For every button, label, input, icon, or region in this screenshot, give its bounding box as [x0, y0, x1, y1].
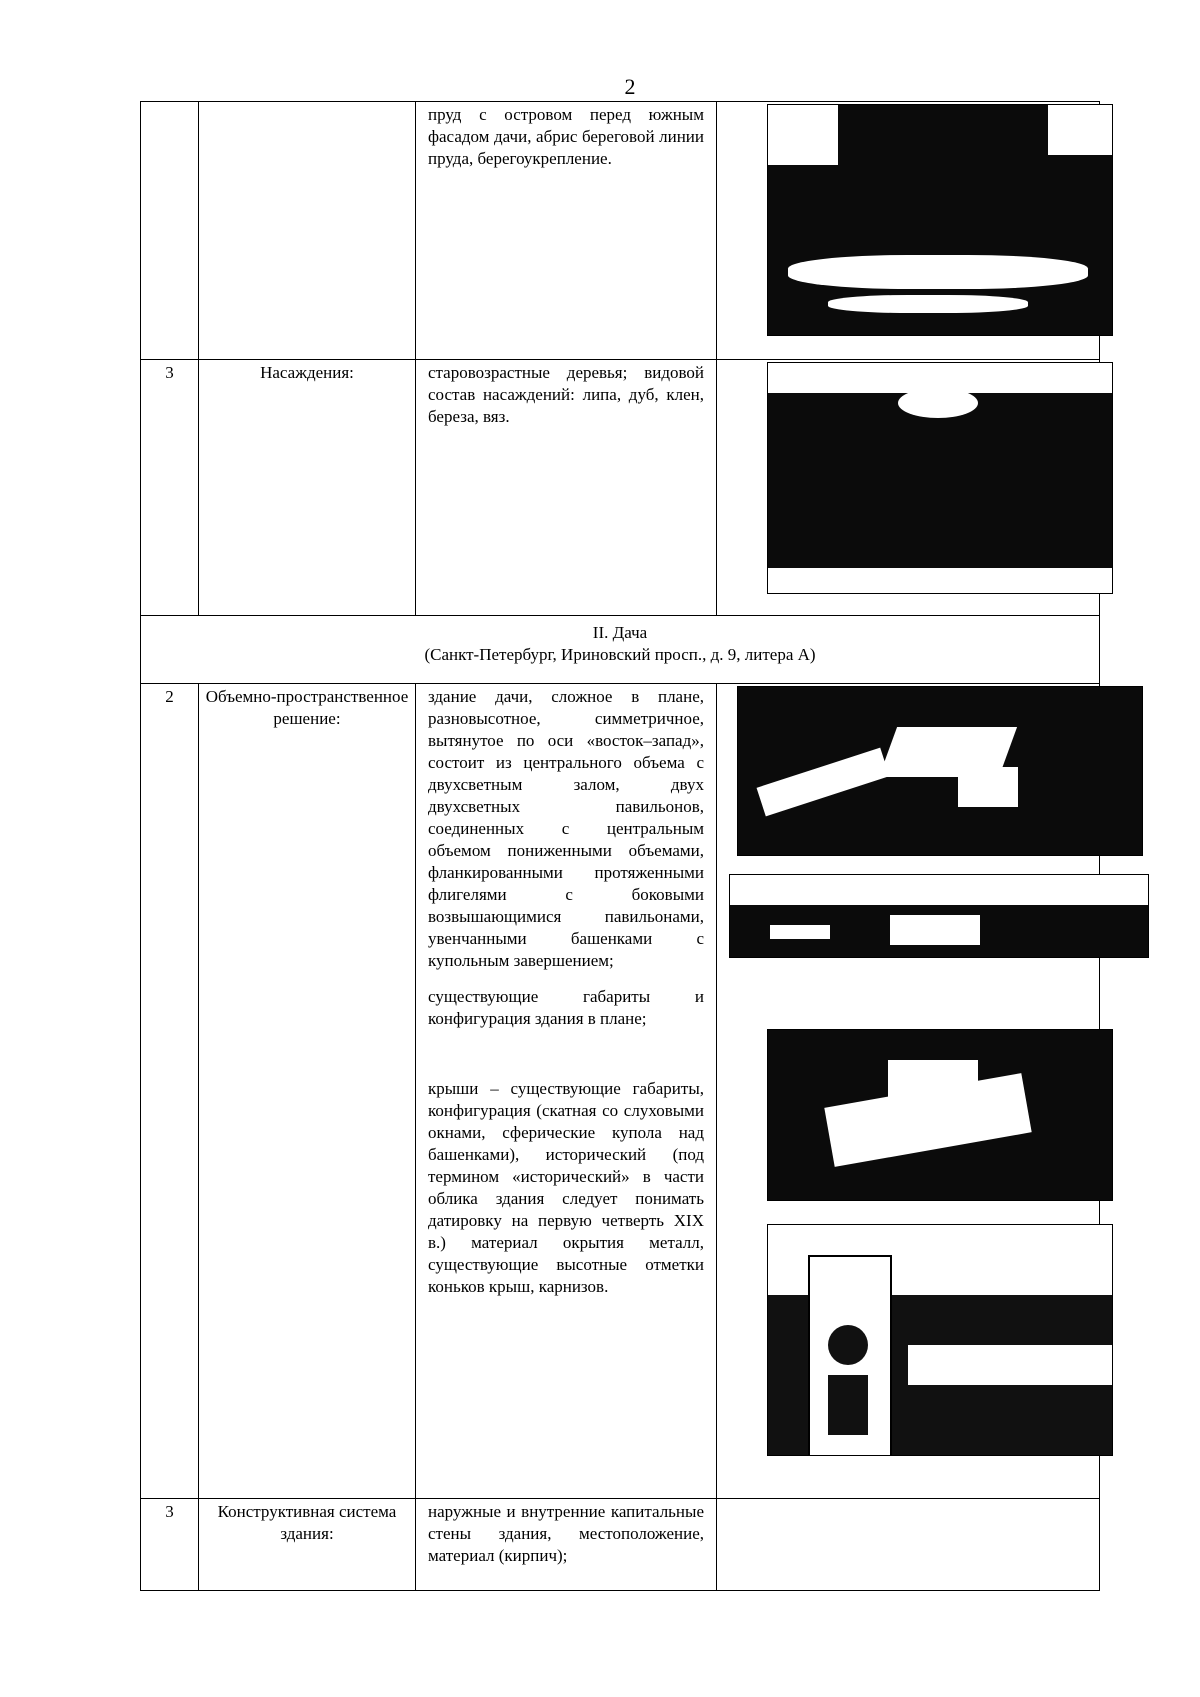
row-name [199, 102, 416, 360]
section-title: II. Дача [592, 623, 648, 642]
trees-photo [767, 362, 1113, 594]
row-number: 3 [141, 360, 199, 616]
description-text: старовозрастные деревья; видовой состав насаждений: липа, дуб, клен, береза, вяз. [428, 363, 704, 426]
description-text: здание дачи, сложное в плане, разновысотное, симметричное, вытянутое по оси «восток–запад», состоит из центрального объема с двухсветным залом, двух двухсветных павильонов, соединенных с центральным объемом пониженными объемами, фланкированными протяженными флигелями с боковыми возвышающимися павильонами, увенчанными башенками с купольным завершением; [428, 687, 704, 970]
row-description [416, 1499, 717, 1591]
photo-cell [717, 684, 1100, 1499]
photo-cell [717, 1499, 1100, 1591]
row-description [416, 684, 717, 1499]
table-row [141, 684, 1100, 1499]
panorama-photo [729, 874, 1149, 958]
aerial-photo [737, 686, 1143, 856]
pond-photo [767, 104, 1113, 336]
section-address: (Санкт-Петербург, Ириновский просп., д. 9, литера А) [424, 645, 816, 664]
description-text: наружные и внутренние капитальные стены здания, местоположение, материал (кирпич); [428, 1502, 704, 1565]
row-number: 3 [141, 1499, 199, 1591]
row-number: 2 [141, 684, 199, 1499]
row-name: Конструктивная система здания: [199, 1499, 416, 1591]
section-header [141, 616, 1100, 684]
courtyard-photo [767, 1029, 1113, 1201]
photo-cell [717, 102, 1100, 360]
section-header-row [141, 616, 1100, 684]
tower-photo [767, 1224, 1113, 1456]
row-description [416, 102, 717, 360]
table-row [141, 360, 1100, 616]
row-description [416, 360, 717, 616]
row-number [141, 102, 199, 360]
row-name: Объемно-пространственное решение: [199, 684, 416, 1499]
description-text: крыши – существующие габариты, конфигурация (скатная со слуховыми окнами, сферические купола над башенками), исторический (под термином «исторический» в части облика здания следует понимать датировку на первую четверть XIX в.) материал окрытия металл, существующие высотные отметки коньков крыш, карнизов. [428, 1079, 704, 1296]
row-name: Насаждения: [199, 360, 416, 616]
page-number: 2 [624, 74, 636, 99]
description-text: пруд с островом перед южным фасадом дачи, абрис береговой линии пруда, берегоукрепление. [428, 105, 704, 168]
table-row [141, 1499, 1100, 1591]
protection-table [140, 101, 1100, 1591]
table-row [141, 102, 1100, 360]
description-text: существующие габариты и конфигурация здания в плане; [428, 987, 704, 1028]
photo-cell [717, 360, 1100, 616]
